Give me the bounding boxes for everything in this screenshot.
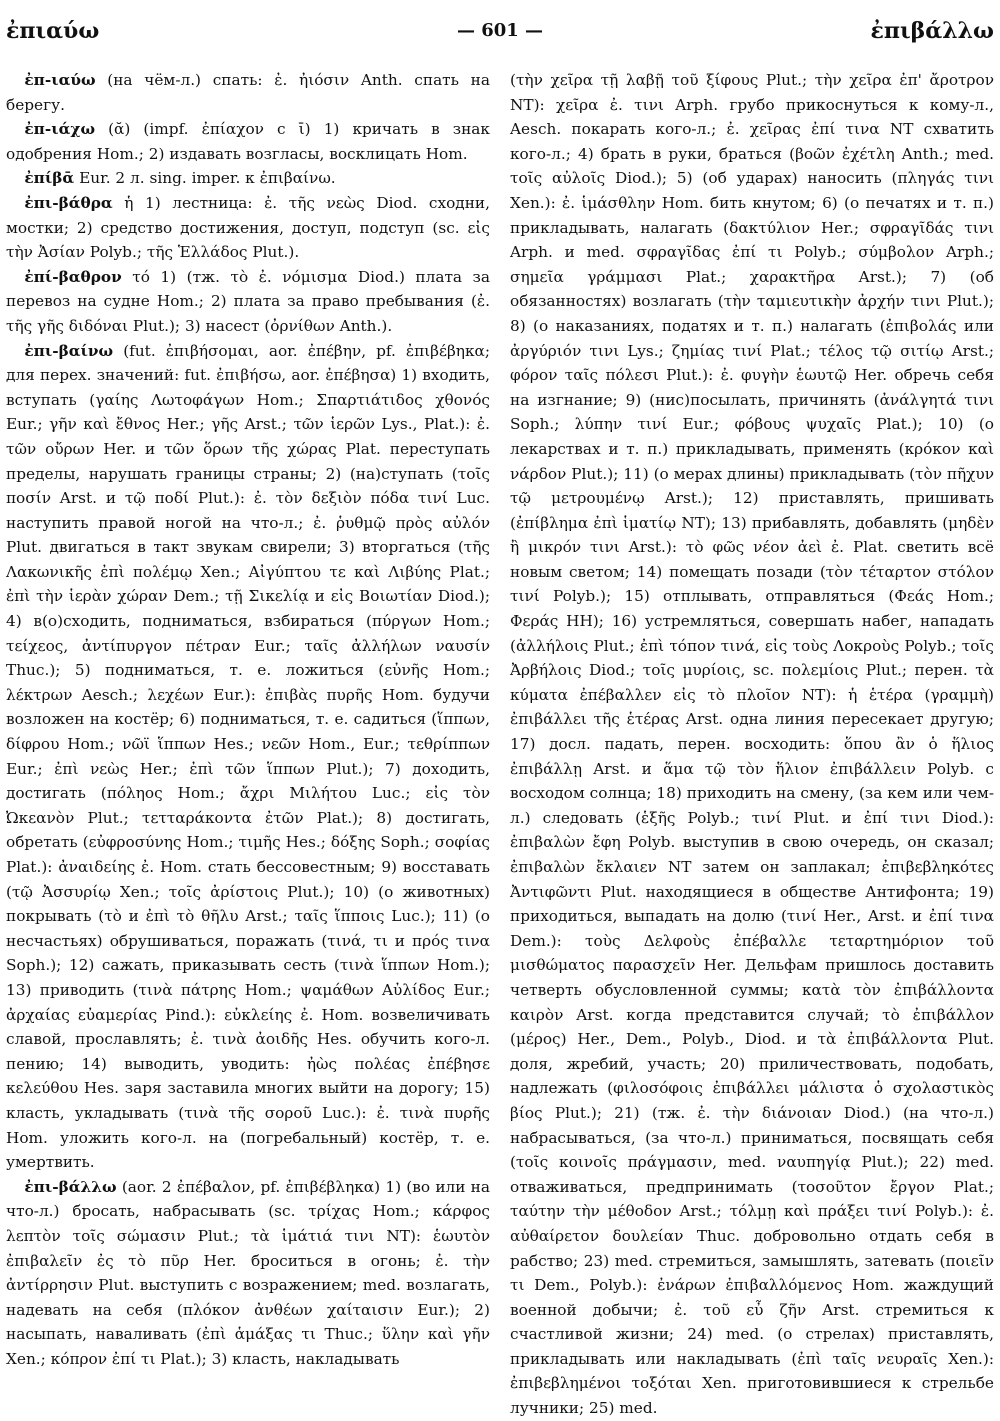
entry-body: (ᾰ) (impf. ἐπίαχον с ῑ) 1) кричать в знак одобрения Hom.; 2) издавать возгласы, восклицать Hom. <box>6 120 490 163</box>
headword: ἐπι-βάλλω <box>24 1177 117 1196</box>
right-guide-word: ἐπιβάλλω <box>870 18 994 44</box>
headword: ἐπίβᾱ <box>24 169 75 188</box>
dictionary-entry <box>6 1175 490 1372</box>
entry-body: τό 1) (тж. τὸ ἐ. νόμισμα Diod.) плата за перевоз на судне Hom.; 2) плата за право пребывания (ἐ. τῆς γῆς διδόναι Plut.); 3) насест (ὀρνίθων Anth.). <box>6 267 490 335</box>
dictionary-entry <box>6 166 490 191</box>
dictionary-entry <box>6 265 490 339</box>
page-number: — 601 — <box>456 20 544 41</box>
page-header <box>0 0 1000 60</box>
dictionary-entry <box>6 117 490 166</box>
entry-body: (τὴν χεῖρα τῇ λαβῇ τοῦ ξίφους Plut.; τὴν χεῖρα ἐπ' ἄροτρον NT): χεῖρα ἐ. τινι Arph. грубо прикоснуться к кому-л., Aesch. покарать кого-л.; ἐ. χεῖρας ἐπί τινα NT схватить кого-л.; 4) брать в руки, браться (βοῶν ἐχέτλη Anth.; med. τοῖς αὐλοῖς Diod.); 5) (об ударах) наносить (πληγάς τινι Xen.): ἐ. ἱμάσθλην Hom. бить кнутом; 6) (о печатях и т. п.) прикладывать, налагать (δακτύλιον Her.; σφραγῖδάς τινι Arph. и med. σφραγῖδας ἐπί τι Polyb.; σύμβολον Arph.; σημεῖα γράμμασι Plat.; χαρακτῆρα Arst.); 7) (об обязанностях) возлагать (τὴν ταμιευτικὴν ἀρχήν τινι Plut.); 8) (о наказаниях, податях и т. п.) налагать (ἐπιβολάς или ἀργύριόν τινι Lys.; ζημίας τινί Plat.; τέλος τῷ σιτίῳ Arst.; φόρον ταῖς πόλεσι Plut.): ἐ. φυγὴν ἑωυτῷ Her. обречь себя на изгнание; 9) (нис)посылать, причинять (ἀνάλγητά τινι Soph.; λύπην τινί Eur.; φόβους ψυχαῖς Plat.); 10) (о лекарствах и т. п.) прикладывать, применять (κρόκον καὶ νάρδον Plut.); 11) (о мерах длины) прикладывать (τὸν πῆχυν τῷ μετρουμένῳ Arst.); 12) приставлять, пришивать (ἐπίβλημα ἐπὶ ἱματίῳ NT); 13) прибавлять, добавлять (μηδὲν ἢ μικρόν τινι Arst.): τὸ φῶς νέον ἀεὶ ἐ. Plat. светить всё новым светом; 14) помещать позади (τὸν τέταρτον στόλον τινί Polyb.); 15) отплывать, отправляться (Φεάς Hom.; Φεράς HH); 16) устремляться, совершать набег, нападать (ἀλλήλοις Plut.; ἐπὶ τόπον τινά, εἰς τοὺς Λοκροὺς Polyb.; τοῖς Ἀρβήλοις Diod.; τοῖς μυρίοις, sc. πολεμίοις Plut.; перен. τὰ κύματα ἐπέβαλλεν εἰς τὸ πλοῖον NT): ἡ ἑτέρα (γραμμὴ) ἐπιβάλλει τῆς ἑτέρας Arst. одна линия пересекает другую; 17) досл. падать, перен. восходить: ὅπου ἂν ὁ ἥλιος ἐπιβάλλῃ Arst. и ἅμα τῷ τὸν ἥλιον ἐπιβάλλειν Polyb. с восходом солнца; 18) приходить на смену, (за кем или чем-л.) следовать (ἑξῆς Polyb.; τινί Plut. и ἐπί τινι Diod.): ἐπιβαλὼν ἔφη Polyb. выступив в свою очередь, он сказал; ἐπιβαλὼν ἔκλαιεν NT затем он заплакал; ἐπιβεβληκότες Ἀντιφῶντι Plut. находящиеся в обществе Антифонта; 19) приходиться, выпадать на долю (τινί Her., Arst. и ἐπί τινα Dem.): τοὺς Δελφοὺς ἐπέβαλλε τεταρτημόριον τοῦ μισθώματος παρασχεῖν Her. Дельфам пришлось доставить четверть обусловленной суммы; κατὰ τὸν ἐπιβάλλοντα καιρὸν Arst. когда представится случай; τὸ ἐπιβάλλον (μέρος) Her., Dem., Polyb., Diod. и τὰ ἐπιβάλλοντα Plut. доля, жребий, участь; 20) приличествовать, подобать, надлежать (φιλοσόφοις ἐπιβάλλει μάλιστα ὁ σχολαστικὸς βίος Plut.); 21) (тж. ἐ. τὴν διάνοιαν Diod.) (на что-л.) набрасываться, (за что-л.) приниматься, посвящать себя (τοῖς κοινοῖς πράγμασιν, med. ναυπηγίᾳ Plut.); 22) med. отваживаться, предпринимать (τοσοῦτον ἔργον Plat.; ταύτην τὴν μέθοδον Arst.; τόλμῃ καὶ πράξει τινί Polyb.): ἐ. αὐθαίρετον δουλείαν Thuc. добровольно отдать себя в рабство; 23) med. стремиться, замышлять, затевать (ποιεῖν τι Dem., Polyb.): ἐνάρων ἐπιβαλλόμενος Hom. жаждущий военной добычи; ἐ. τοῦ εὖ ζῆν Arst. стремиться к счастливой жизни; 24) med. (о стрелах) приставлять, прикладывать или накладывать (ἐπὶ ταῖς νευραῖς Xen.): ἐπιβεβλημένοι τοξόται Xen. приготовившиеся к стрельбе лучники; 25) med. <box>510 71 994 1418</box>
headword: ἐπί-βαθρον <box>24 267 122 286</box>
headword: ἐπι-βάθρα <box>24 193 113 212</box>
entry-body: (aor. 2 ἐπέβαλον, pf. ἐπιβέβληκα) 1) (во или на что-л.) бросать, набрасывать (sc. τρίχας Hom.; κάρφος λεπτὸν τοῖς σώμασιν Plut.; τὰ ἱμάτιά τινι NT): ἑωυτὸν ἐπιβαλεῖν ἐς τὸ πῦρ Her. броситься в огонь; ἐ. τὴν ἀντίρρησιν Plut. выступить с возражением; med. возлагать, надевать на себя (πλόκον ἀνθέων χαίταισιν Eur.); 2) насыпать, наваливать (ἐπὶ ἁμάξας τι Thuc.; ὕλην καὶ γῆν Xen.; κόπρον ἐπί τι Plat.); 3) класть, накладывать <box>6 1177 490 1368</box>
entry-body: (на чём-л.) спать: ἐ. ἠιόσιν Anth. спать на берегу. <box>6 71 490 114</box>
dictionary-entry-continued <box>510 68 994 1421</box>
left-guide-word: ἐπιαύω <box>6 18 100 44</box>
entry-body: Eur. 2 л. sing. imper. к ἐπιβαίνω. <box>79 169 336 188</box>
left-column <box>6 68 490 1368</box>
headword: ἐπι-βαίνω <box>24 341 114 360</box>
entry-body: (fut. ἐπιβήσομαι, aor. ἐπέβην, pf. ἐπιβέβηκα; для перех. значений: fut. ἐπιβήσω, aor. ἐπέβησα) 1) входить, вступать (γαίης Λωτοφάγων Hom.; Σπαρτιάτιδος χθονός Eur.; γῆν καὶ ἔθνος Her.; γῆς Arst.; τῶν ἱερῶν Lys., Plat.): ἐ. τῶν οὔρων Her. и τῶν ὅρων τῆς χώρας Plat. переступать пределы, нарушать границы страны; 2) (на)ступать (τοῖς ποσίν Arst. и τῷ ποδί Plut.): ἐ. τὸν δεξιὸν πόδα τινί Luc. наступить правой ногой на что-л.; ἐ. ῥυθμῷ πρὸς αὐλόν Plut. двигаться в такт звукам свирели; 3) вторгаться (τῆς Λακωνικῆς ἐπὶ πολέμῳ Xen.; Αἰγύπτου τε καὶ Λιβύης Plat.; ἐπὶ τὴν ἱερὰν χώραν Dem.; τῇ Σικελίᾳ и εἰς Βοιωτίαν Diod.); 4) в(о)сходить, подниматься, взбираться (πύργων Hom.; τείχεος, ἀντίπυργον πέτραν Eur.; ταῖς ἀλλήλων ναυσίν Thuc.); 5) подниматься, т. е. ложиться (εὐνῆς Hom.; λέκτρων Aesch.; λεχέων Eur.): ἐπιβὰς πυρῆς Hom. будучи возложен на костёр; 6) подниматься, т. е. садиться (ἵππων, δίφρου Hom.; νῶϊ ἵππων Hes.; νεῶν Hom., Eur.; τεθρίππων Eur.; ἐπὶ νεὼς Her.; ἐπὶ τῶν ἵππων Plut.); 7) доходить, достигать (πόληος Hom.; ἄχρι Μιλήτου Luc.; εἰς τὸν Ὠκεανὸν Plut.; τετταράκοντα ἐτῶν Plat.); 8) достигать, обретать (εὐφροσύνης Hom.; τιμῆς Hes.; δόξης Soph.; σοφίας Plat.): ἀναιδείης ἐ. Hom. стать бессовестным; 9) восставать (τῷ Ἀσσυρίῳ Xen.; τοῖς ἀρίστοις Plut.); 10) (о животных) покрывать (τὸ и ἐπὶ τὸ θῆλυ Arst.; ταῖς ἵπποις Luc.); 11) (о несчастьях) обрушиваться, поражать (τινά, τι и πρός τινα Soph.); 12) сажать, приказывать сесть (τινὰ ἵππων Hom.); 13) приводить (τινὰ πάτρης Hom.; ψαμάθων Αὐλίδος Eur.; ἀρχαίας εὐαμερίας Pind.): εὐκλείης ἐ. Hom. возвеличивать славой, прославлять; ἐ. τινὰ ἀοιδῆς Hes. обучить кого-л. пению; 14) выводить, уводить: ἠὼς πολέας ἐπέβησε κελεύθου Hes. заря заставила многих выйти на дорогу; 15) класть, укладывать (τινὰ τῆς σοροῦ Luc.): ἐ. τινὰ πυρῆς Hom. уложить кого-л. на (погребальный) костёр, т. е. умертвить. <box>6 341 490 1172</box>
dictionary-entry <box>6 339 490 1175</box>
right-column <box>510 68 994 1418</box>
headword: ἐπ-ιάχω <box>24 120 96 139</box>
dictionary-entry <box>6 68 490 117</box>
entry-body: ἡ 1) лестница: ἐ. τῆς νεὼς Diod. сходни, мостки; 2) средство достижения, доступ, подступ (sc. εἰς τὴν Ἀσίαν Polyb.; τῆς Ἑλλάδος Plut.). <box>6 193 490 262</box>
headword: ἐπ-ιαύω <box>24 71 96 89</box>
dictionary-entry <box>6 191 490 265</box>
